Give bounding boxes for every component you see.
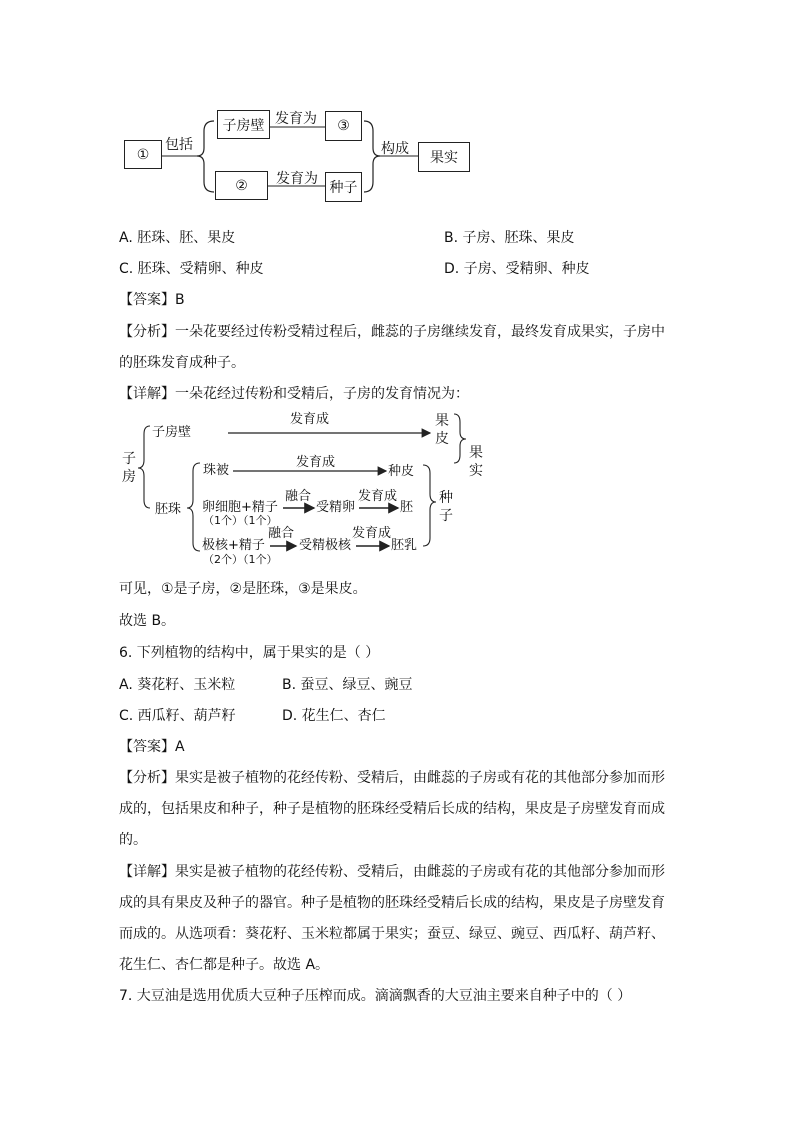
polar-sperm-label: 极核+精子: [202, 538, 265, 553]
box-ovary-wall: 子房壁: [217, 110, 270, 139]
fertilized-polar-label: 受精极核: [299, 538, 352, 553]
integument-label: 珠被: [203, 463, 230, 478]
q6-detail-2: 成的具有果皮及种子的器官。种子是植物的胚珠经受精后长成的结构，果皮是子房壁发育: [119, 895, 665, 911]
egg-sperm-label: 卵细胞+精子: [202, 500, 278, 515]
count-label-2: （2个）（1个）: [203, 553, 278, 566]
develop-to-label-2: 发育为: [276, 171, 318, 187]
box-fruit: 果实: [418, 142, 470, 172]
count-label-1: （1个）（1个）: [203, 514, 278, 527]
q5-analysis-2: 的胚珠发育成种子。: [119, 355, 245, 371]
box-seed: 种子: [325, 172, 362, 202]
q6-question: 6. 下列植物的结构中，属于果实的是（ ）: [119, 645, 380, 661]
q6-analysis-3: 的。: [119, 832, 147, 848]
endosperm-label: 胚乳: [391, 538, 418, 553]
fruit-label: 果实: [469, 445, 483, 479]
peel-label: 果皮: [435, 413, 449, 447]
q6-option-d: D. 花生仁、杏仁: [282, 708, 386, 724]
develop-label-c: 发育成: [358, 489, 398, 504]
compose-label: 构成: [381, 141, 409, 157]
seed-label: 种子: [439, 490, 453, 524]
develop-label-b: 发育成: [296, 455, 336, 470]
include-label: 包括: [165, 137, 193, 153]
q5-option-d: D. 子房、受精卵、种皮: [444, 261, 590, 277]
embryo-label: 胚: [400, 500, 414, 515]
seed-coat-label: 种皮: [388, 464, 415, 479]
q6-detail-4: 花生仁、杏仁都是种子。故选 A。: [119, 957, 330, 973]
develop-to-label-1: 发育为: [275, 111, 317, 127]
q6-analysis-1: 【分析】果实是被子植物的花经传粉、受精后，由雌蕊的子房或有花的其他部分参加而形: [119, 770, 665, 786]
q5-option-a: A. 胚珠、胚、果皮: [119, 230, 236, 246]
q5-option-b: B. 子房、胚珠、果皮: [444, 230, 575, 246]
q5-answer: 【答案】B: [119, 292, 185, 308]
ovule-label: 胚珠: [155, 502, 182, 517]
q6-answer: 【答案】A: [119, 739, 185, 755]
q6-detail-3: 而成的。从选项看：葵花籽、玉米粒都属于果实；蚕豆、绿豆、豌豆、西瓜籽、葫芦籽、: [119, 926, 665, 942]
zygote-label: 受精卵: [316, 500, 356, 515]
box-ovule-unknown: ②: [215, 171, 268, 200]
fuse-label-a: 融合: [285, 489, 312, 504]
q5-analysis-1: 【分析】一朵花要经过传粉受精过程后，雌蕊的子房继续发育，最终发育成果实，子房中: [119, 324, 665, 340]
q6-analysis-2: 成的，包括果皮和种子，种子是植物的胚珠经受精后长成的结构，果皮是子房壁发育而成: [119, 801, 665, 817]
q5-detail: 【详解】一朵花经过传粉和受精后，子房的发育情况为：: [119, 386, 469, 402]
q7-question: 7. 大豆油是选用优质大豆种子压榨而成。滴滴飘香的大豆油主要来自种子中的（ ）: [119, 988, 632, 1004]
ovary-wall-label: 子房壁: [152, 425, 192, 440]
q5-option-c: C. 胚珠、受精卵、种皮: [119, 261, 264, 277]
fuse-label-b: 融合: [268, 526, 295, 541]
q6-option-b: B. 蚕豆、绿豆、豌豆: [282, 677, 413, 693]
q6-option-a: A. 葵花籽、玉米粒: [119, 677, 236, 693]
develop-label-d: 发育成: [352, 526, 392, 541]
q5-choose: 故选 B。: [119, 613, 176, 629]
ovary-label: 子房: [122, 451, 136, 485]
q5-conclusion: 可见，①是子房，②是胚珠，③是果皮。: [119, 581, 367, 597]
q6-detail-1: 【详解】果实是被子植物的花经传粉、受精后，由雌蕊的子房或有花的其他部分参加而形: [119, 864, 665, 880]
q6-option-c: C. 西瓜籽、葫芦籽: [119, 708, 236, 724]
box1-label: ①: [136, 146, 150, 163]
box-peel-unknown: ③: [325, 111, 362, 141]
develop-label-a: 发育成: [290, 412, 330, 427]
